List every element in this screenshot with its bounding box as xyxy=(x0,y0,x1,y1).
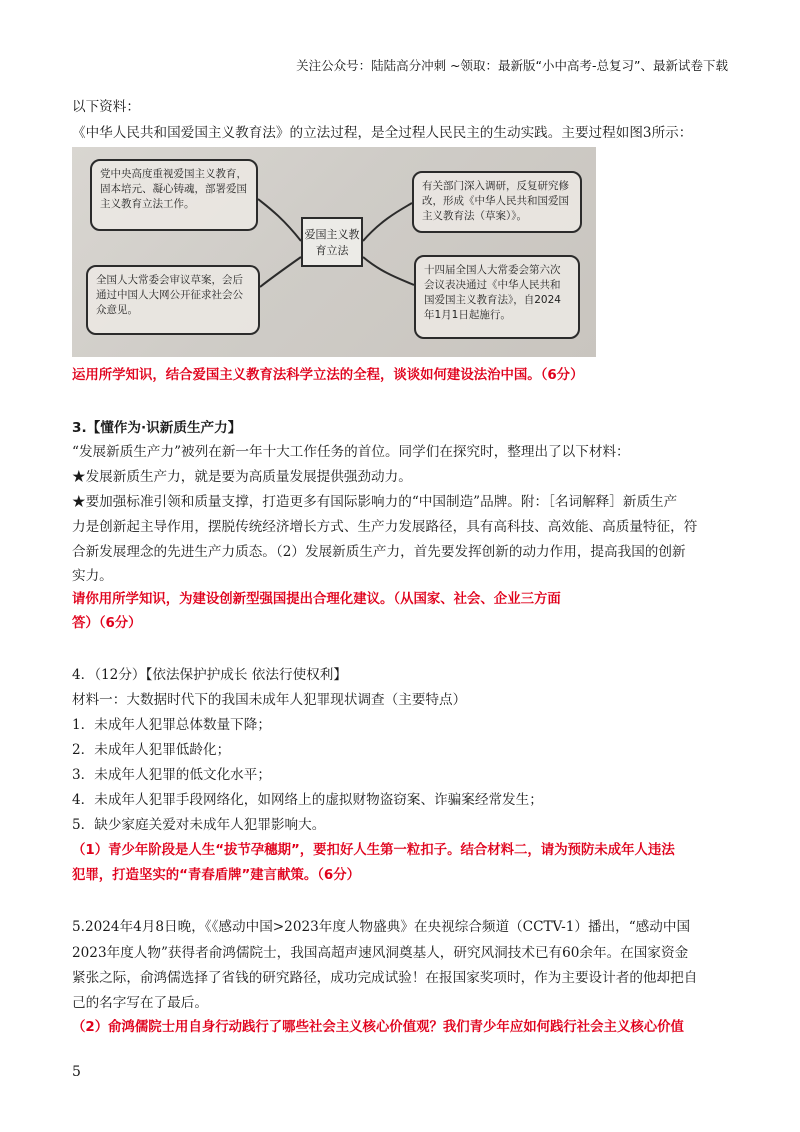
q3-prompt-line-1: 请你用所学知识，为建设创新型强国提出合理化建议。（从国家、社会、企业三方面 xyxy=(72,592,561,607)
figure-box-bottom-right: 十四届全国人大常委会第六次会议表决通过《中华人民共和国爱国主义教育法》，自2024年1月1日起施行。 xyxy=(414,255,580,339)
q4-list-item: 5．缺少家庭关爱对未成年人犯罪影响大。 xyxy=(72,817,326,833)
intro-line-2: 《中华人民共和国爱国主义教育法》的立法过程，是全过程人民民主的生动实践。主要过程如图3所示： xyxy=(72,125,693,141)
q4-list-item: 4．未成年人犯罪手段网络化，如网络上的虚拟财物盗窃案、诈骗案经常发生； xyxy=(72,792,543,808)
q4-list-item: 1．未成年人犯罪总体数量下降； xyxy=(72,717,271,733)
q3-line-3: ★要加强标准引领和质量支撑，打造更多有国际影响力的“中国制造”品牌。附：［名词解释］新质生产 xyxy=(72,494,678,510)
q3-line-2: ★发展新质生产力，就是要为高质量发展提供强劲动力。 xyxy=(72,469,412,485)
figure-box-top-right: 有关部门深入调研，反复研究修改，形成《中华人民共和国爱国主义教育法（草案）》。 xyxy=(412,171,582,233)
intro-line-1: 以下资料： xyxy=(72,99,140,115)
figure-center-node: 爱国主义教育立法 xyxy=(301,217,363,267)
q3-line-1: “发展新质生产力”被列在新一年十大工作任务的首位。同学们在探究时，整理出了以下材料： xyxy=(72,444,630,460)
figure-box-bottom-left: 全国人大常委会审议草案，会后通过中国人大网公开征求社会公众意见。 xyxy=(86,265,260,335)
q3-line-5: 合新发展理念的先进生产力质态。（2）发展新质生产力，首先要发挥创新的动力作用，提高我国的创新 xyxy=(72,544,686,560)
q5-line-3: 紧张之际，俞鸿儒选择了省钱的研究路径，成功完成试验！在报国家奖项时，作为主要设计者的他却把自 xyxy=(72,970,698,986)
page-header: 关注公众号：陆陆高分冲刺 ~领取：最新版“小中高考-总复习”、最新试卷下载 xyxy=(296,58,728,73)
q3-title: 3.【懂作为·识新质生产力】 xyxy=(72,420,242,436)
q4-list-item: 2．未成年人犯罪低龄化； xyxy=(72,742,231,758)
legislation-process-figure xyxy=(72,147,596,357)
q5-line-1: 5.2024年4月8日晚，《《感动中国>2023年度人物盛典》在央视综合频道（CCTV-1）播出，“感动中国 xyxy=(72,919,691,935)
q4-material-heading: 材料一：大数据时代下的我国未成年人犯罪现状调查（主要特点） xyxy=(72,692,467,708)
q4-list-item: 3．未成年人犯罪的低文化水平； xyxy=(72,767,271,783)
q4-prompt-line-1: （1）青少年阶段是人生“拔节孕穗期”，要扣好人生第一粒扣子。结合材料二，请为预防未成年人违法 xyxy=(72,843,675,858)
question-prompt-legislation: 运用所学知识，结合爱国主义教育法科学立法的全程，谈谈如何建设法治中国。（6分） xyxy=(72,368,584,383)
q3-prompt-line-2: 答）（6分） xyxy=(72,616,142,631)
figure-box-top-left: 党中央高度重视爱国主义教育，固本培元、凝心铸魂，部署爱国主义教育立法工作。 xyxy=(90,159,258,231)
q5-prompt: （2）俞鸿儒院士用自身行动践行了哪些社会主义核心价值观？我们青少年应如何践行社会主义核心价值 xyxy=(72,1020,684,1035)
q4-prompt-line-2: 犯罪，打造坚实的“青春盾牌”建言献策。（6分） xyxy=(72,868,361,883)
q3-line-4: 力是创新起主导作用，摆脱传统经济增长方式、生产力发展路径，具有高科技、高效能、高质量特征，符 xyxy=(72,519,698,535)
q3-line-6: 实力。 xyxy=(72,568,113,584)
q5-line-2: 2023年度人物”获得者俞鸿儒院士，我国高超声速风洞奠基人，研究风洞技术已有60余年。在国家资金 xyxy=(72,945,689,961)
page-number: 5 xyxy=(72,1064,81,1080)
q4-title: 4．（12分）【依法保护护成长 依法行使权利】 xyxy=(72,667,347,683)
q5-line-4: 己的名字写在了最后。 xyxy=(72,995,208,1011)
